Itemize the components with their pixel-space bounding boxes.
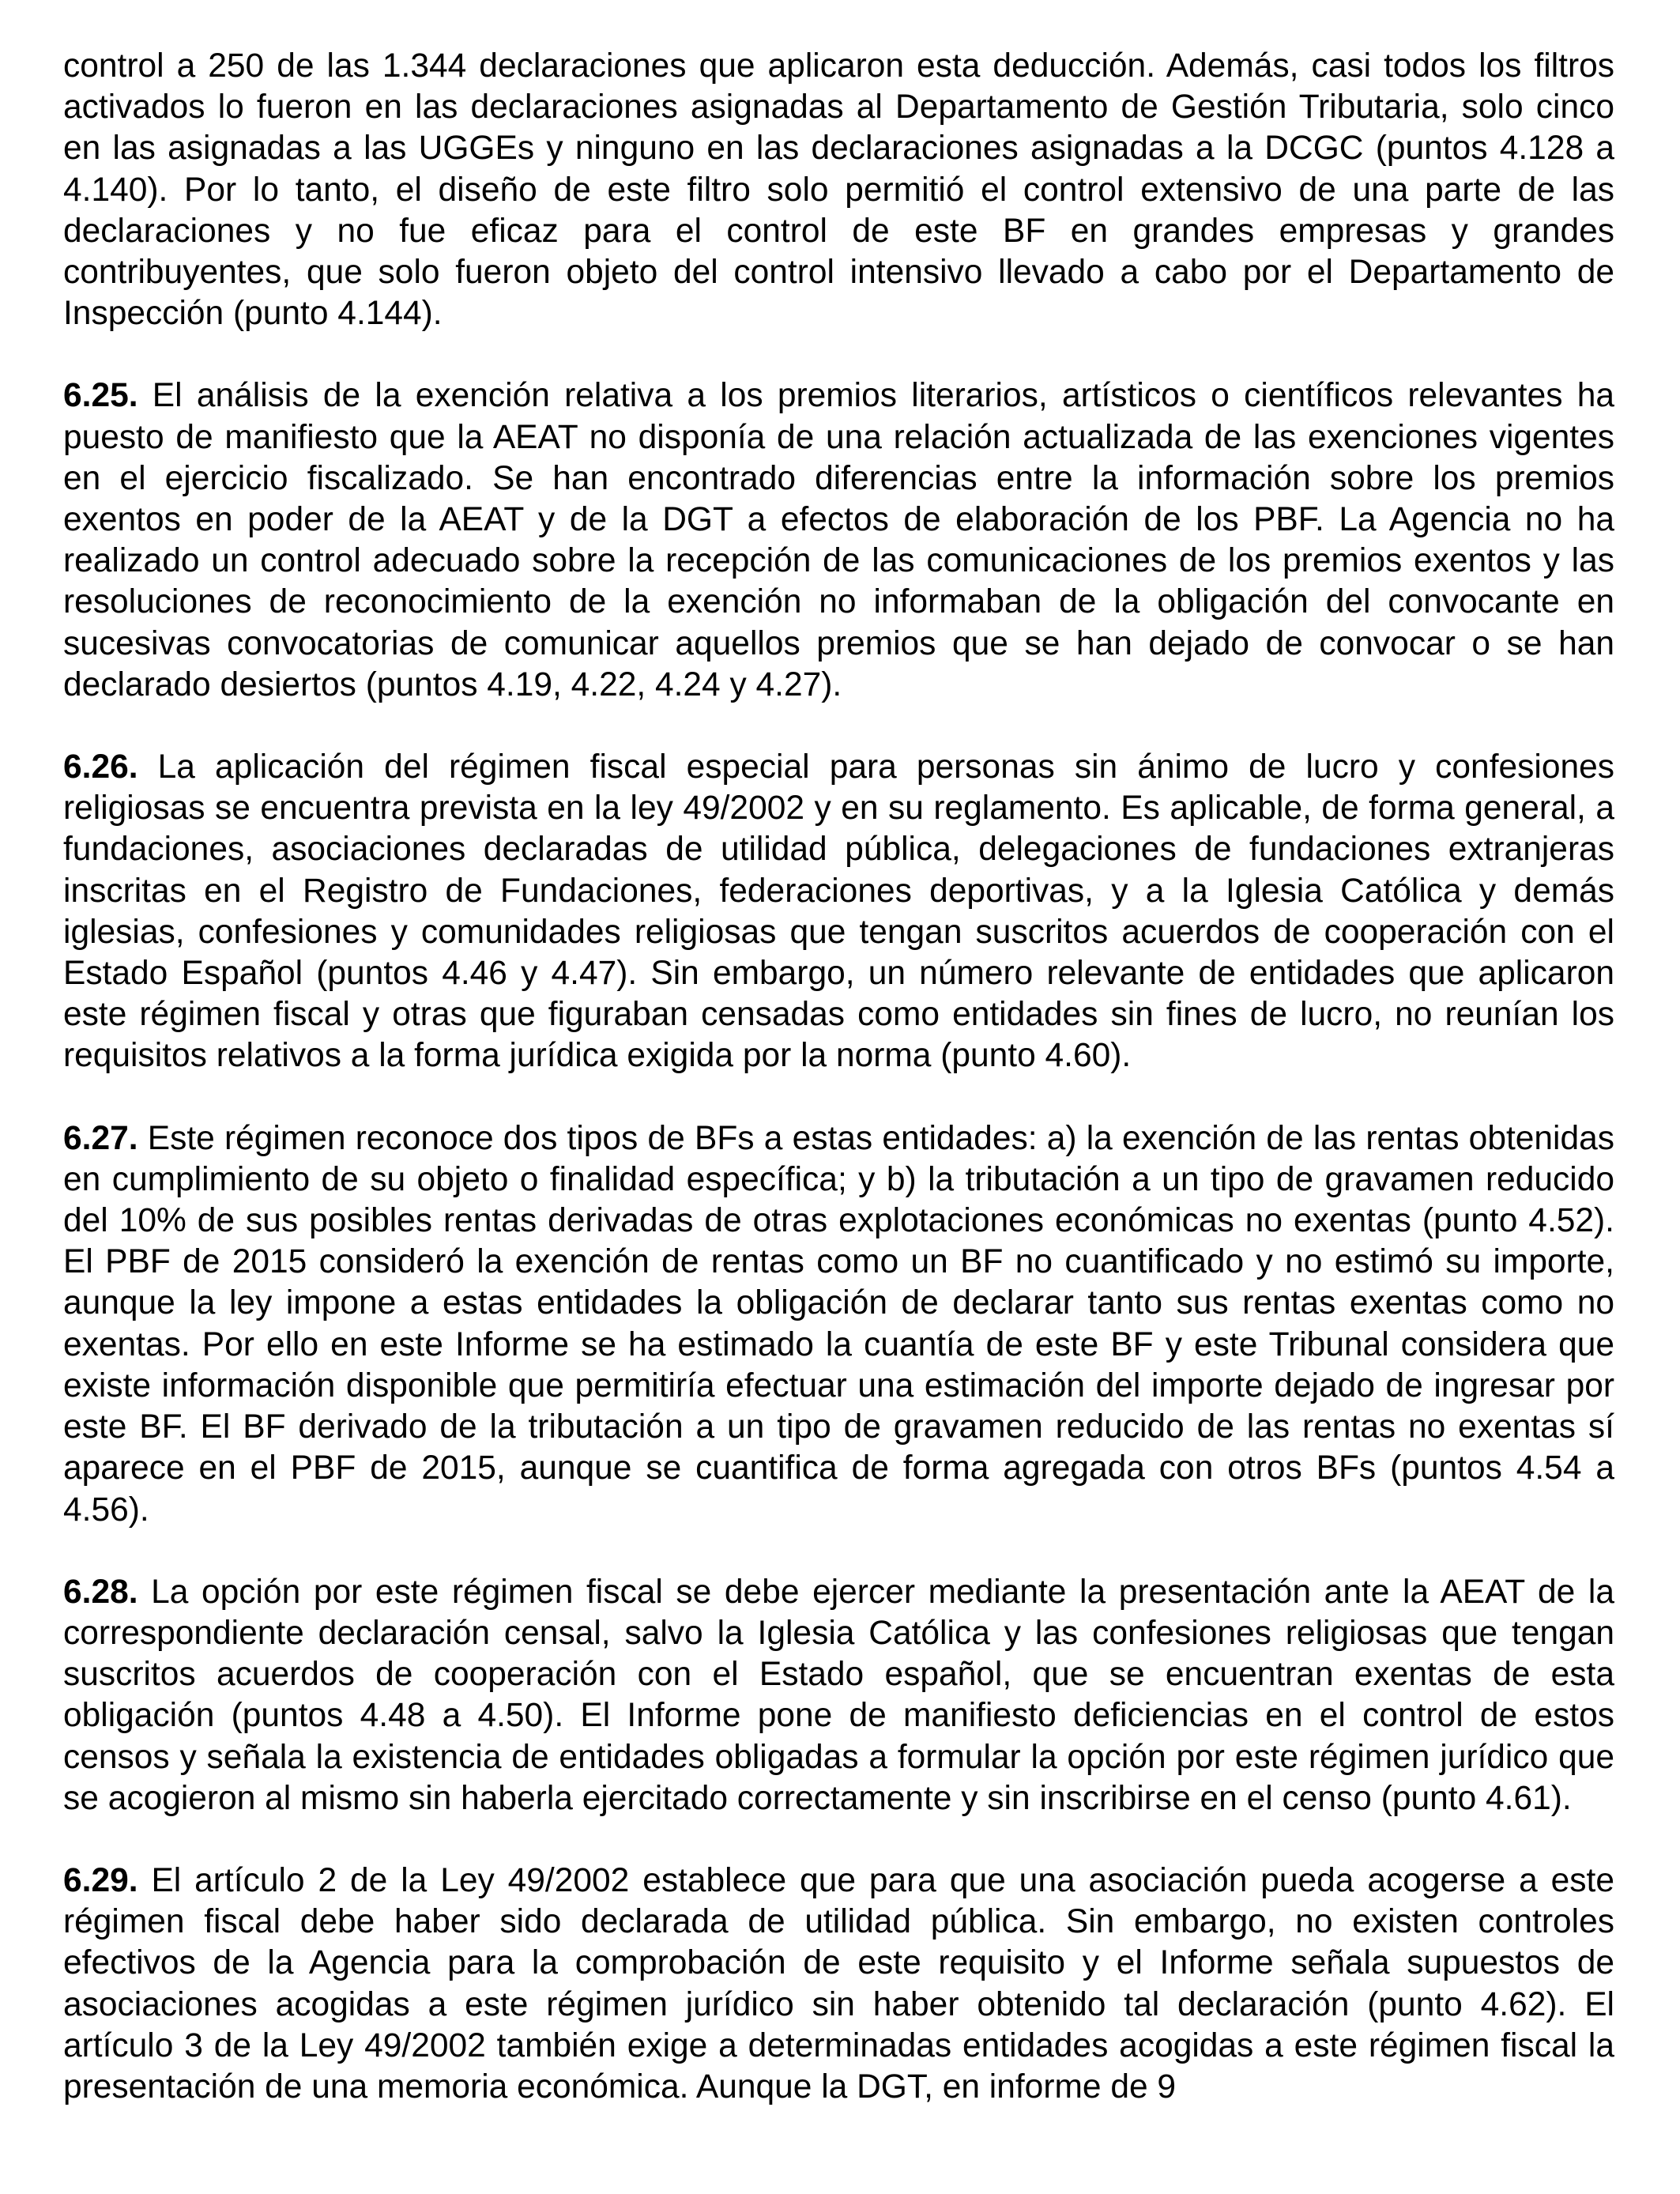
paragraph-continuation: [63, 46, 1614, 334]
paragraph-text: La opción por este régimen fiscal se debe ejercer mediante la presentación ante la AEAT de la correspondiente declaración censal, salvo la Iglesia Católica y las confesiones religiosas que tengan suscritos acuerdos de cooperación con el Estado español, que se encuentran exentas de esta obligación (puntos 4.48 a 4.50). El Informe pone de manifiesto deficiencias en el control de estos censos y señala la existencia de entidades obligadas a formular la opción por este régimen jurídico que se acogieron al mismo sin haberla ejercitado correctamente y sin inscribirse en el censo (punto 4.61).: [63, 1573, 1614, 1817]
paragraph-6-27: [63, 1118, 1614, 1531]
paragraph-text: El artículo 2 de la Ley 49/2002 establece que para que una asociación pueda acogerse a este régimen fiscal debe haber sido declarada de utilidad pública. Sin embargo, no existen controles efectivos de la Agencia para la comprobación de este requisito y el Informe señala supuestos de asociaciones acogidas a este régimen jurídico sin haber obtenido tal declaración (punto 4.62). El artículo 3 de la Ley 49/2002 también exige a determinadas entidades acogidas a este régimen fiscal la presentación de una memoria económica. Aunque la DGT, en informe de 9: [63, 1861, 1614, 2105]
paragraph-number: 6.29.: [63, 1861, 138, 1899]
paragraph-number: 6.27.: [63, 1119, 138, 1157]
paragraph-6-29: [63, 1860, 1614, 2108]
paragraph-6-25: [63, 375, 1614, 706]
paragraph-text: El análisis de la exención relativa a los premios literarios, artísticos o científicos relevantes ha puesto de manifiesto que la AEAT no disponía de una relación actualizada de las exenciones vigentes en el ejercicio fiscalizado. Se han encontrado diferencias entre la información sobre los premios exentos en poder de la AEAT y de la DGT a efectos de elaboración de los PBF. La Agencia no ha realizado un control adecuado sobre la recepción de las comunicaciones de los premios exentos y las resoluciones de reconocimiento de la exención no informaban de la obligación del convocante en sucesivas convocatorias de comunicar aquellos premios que se han dejado de convocar o se han declarado desiertos (puntos 4.19, 4.22, 4.24 y 4.27).: [63, 377, 1614, 703]
document-page: [63, 46, 1614, 2149]
paragraph-6-28: [63, 1572, 1614, 1819]
paragraph-text: control a 250 de las 1.344 declaraciones que aplicaron esta deducción. Además, casi todos los filtros activados lo fueron en las declaraciones asignadas al Departamento de Gestión Tributaria, solo cinco en las asignadas a las UGGEs y ninguno en las declaraciones asignadas a la DCGC (puntos 4.128 a 4.140). Por lo tanto, el diseño de este filtro solo permitió el control extensivo de una parte de las declaraciones y no fue eficaz para el control de este BF en grandes empresas y grandes contribuyentes, que solo fueron objeto del control intensivo llevado a cabo por el Departamento de Inspección (punto 4.144).: [63, 47, 1614, 333]
paragraph-number: 6.28.: [63, 1573, 138, 1611]
paragraph-text: Este régimen reconoce dos tipos de BFs a estas entidades: a) la exención de las rentas obtenidas en cumplimiento de su objeto o finalidad específica; y b) la tributación a un tipo de gravamen reducido del 10% de sus posibles rentas derivadas de otras explotaciones económicas no exentas (punto 4.52). El PBF de 2015 consideró la exención de rentas como un BF no cuantificado y no estimó su importe, aunque la ley impone a estas entidades la obligación de declarar tanto sus rentas exentas como no exentas. Por ello en este Informe se ha estimado la cuantía de este BF y este Tribunal considera que existe información disponible que permitiría efectuar una estimación del importe dejado de ingresar por este BF. El BF derivado de la tributación a un tipo de gravamen reducido de las rentas no exentas sí aparece en el PBF de 2015, aunque se cuantifica de forma agregada con otros BFs (puntos 4.54 a 4.56).: [63, 1119, 1614, 1529]
paragraph-text: La aplicación del régimen fiscal especial para personas sin ánimo de lucro y confesiones religiosas se encuentra prevista en la ley 49/2002 y en su reglamento. Es aplicable, de forma general, a fundaciones, asociaciones declaradas de utilidad pública, delegaciones de fundaciones extranjeras inscritas en el Registro de Fundaciones, federaciones deportivas, y a la Iglesia Católica y demás iglesias, confesiones y comunidades religiosas que tengan suscritos acuerdos de cooperación con el Estado Español (puntos 4.46 y 4.47). Sin embargo, un número relevante de entidades que aplicaron este régimen fiscal y otras que figuraban censadas como entidades sin fines de lucro, no reunían los requisitos relativos a la forma jurídica exigida por la norma (punto 4.60).: [63, 748, 1614, 1075]
paragraph-number: 6.26.: [63, 748, 138, 786]
paragraph-number: 6.25.: [63, 377, 138, 415]
paragraph-6-26: [63, 747, 1614, 1077]
